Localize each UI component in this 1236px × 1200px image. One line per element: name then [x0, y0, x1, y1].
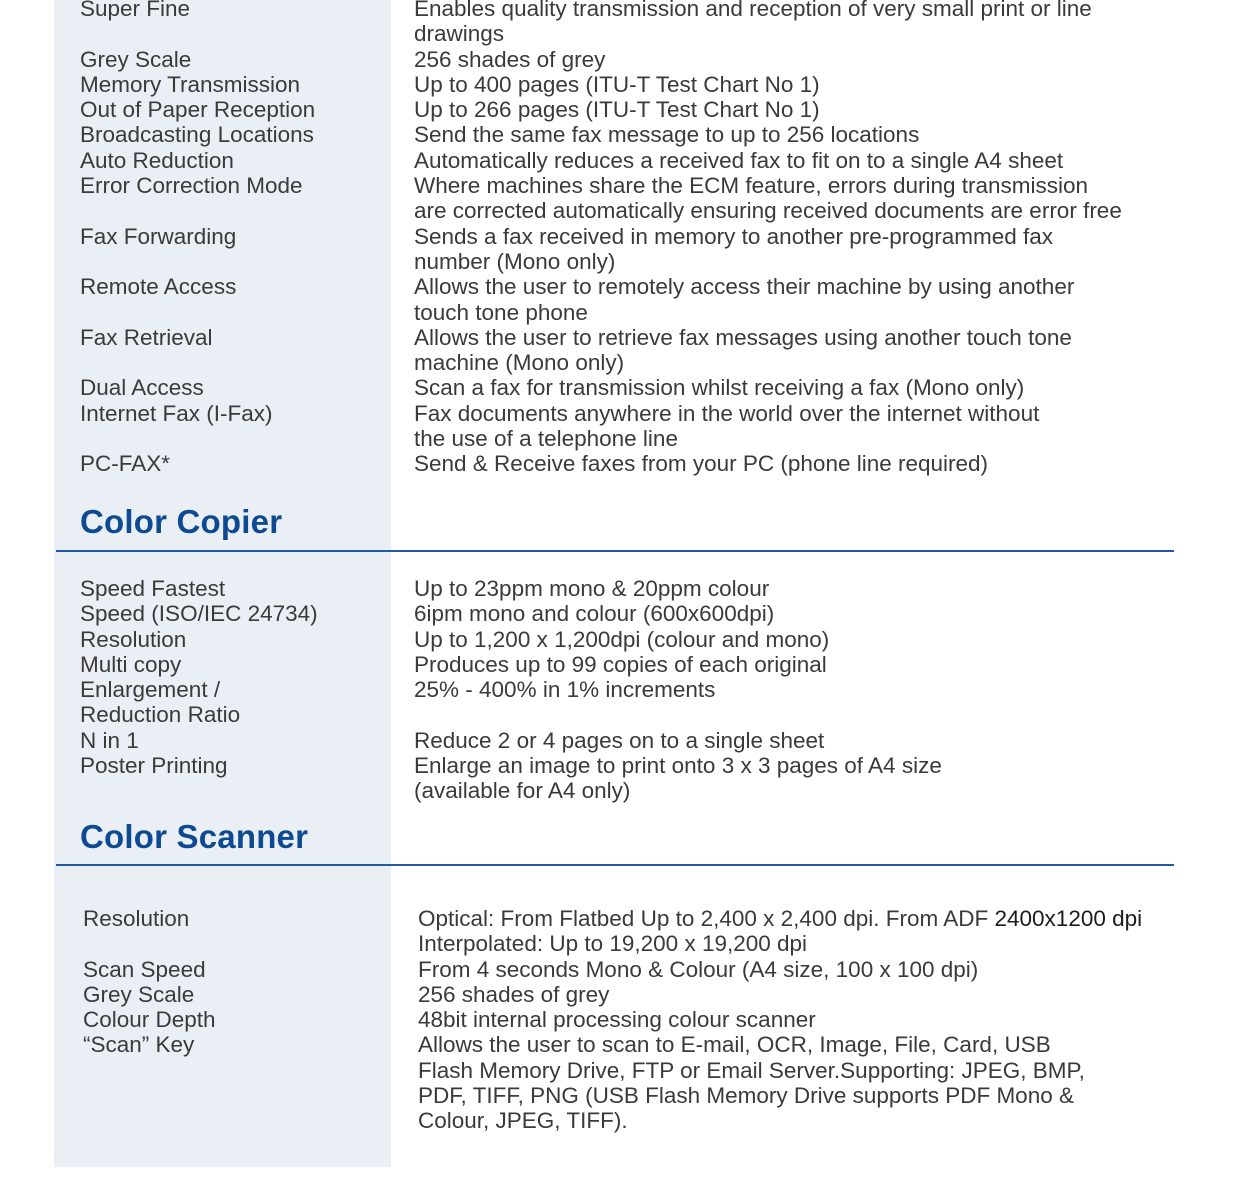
spec-label-line: Speed (ISO/IEC 24734) — [80, 601, 318, 627]
spec-value — [418, 1032, 1236, 1133]
spec-value-line: Enables quality transmission and reception of very small print or line — [414, 0, 1092, 21]
spec-value — [414, 728, 1234, 753]
spec-row-poster-printing — [0, 753, 1236, 804]
spec-value-line: Reduce 2 or 4 pages on to a single sheet — [414, 727, 825, 753]
spec-value-line: PDF, TIFF, PNG (USB Flash Memory Drive supports PDF Mono & — [418, 1083, 1074, 1109]
spec-label-line: Poster Printing — [80, 753, 228, 779]
spec-row-error-correction-mode — [0, 173, 1236, 224]
spec-label-line: Reduction Ratio — [80, 702, 241, 728]
spec-value — [414, 0, 1234, 47]
spec-value — [414, 627, 1234, 652]
spec-row-resolution — [0, 627, 1236, 652]
spec-label — [83, 957, 403, 982]
spec-value — [414, 47, 1234, 72]
spec-value-line: Allows the user to scan to E-mail, OCR, Image, File, Card, USB — [418, 1032, 1051, 1058]
spec-label — [83, 982, 403, 1007]
spec-value-line: 6ipm mono and colour (600x600dpi) — [414, 601, 775, 627]
spec-label-line: Fax Forwarding — [80, 223, 237, 249]
spec-value-line: Send the same fax message to up to 256 locations — [414, 122, 920, 148]
spec-value-line: 256 shades of grey — [418, 981, 610, 1007]
spec-label — [80, 0, 400, 21]
spec-value-line: number (Mono only) — [414, 248, 616, 274]
spec-label — [80, 72, 400, 97]
copier-spec-section — [0, 576, 1236, 804]
spec-label-line: Out of Paper Reception — [80, 97, 316, 123]
spec-value-line: Allows the user to remotely access their machine by using another — [414, 274, 1075, 300]
spec-label — [80, 325, 400, 350]
spec-label — [80, 148, 400, 173]
spec-label-line: Resolution — [83, 906, 190, 931]
spec-label — [80, 627, 400, 652]
resolution-adf-text: 2400x1200 dpi — [994, 906, 1143, 931]
spec-value — [418, 957, 1236, 982]
spec-value — [418, 1007, 1236, 1032]
spec-value — [414, 652, 1234, 677]
spec-row-grey-scale — [0, 47, 1236, 72]
spec-label-line: Dual Access — [80, 375, 204, 401]
spec-value-line: Fax documents anywhere in the world over the internet without — [414, 400, 1040, 426]
spec-value — [414, 224, 1234, 275]
spec-row-internet-fax-i-fax — [0, 401, 1236, 452]
scanner-spec-section — [0, 906, 1236, 1134]
spec-value-line: the use of a telephone line — [414, 426, 678, 452]
spec-value-line: Automatically reduces a received fax to fit on to a single A4 sheet — [414, 147, 1064, 173]
spec-label-line: Enlargement / — [80, 677, 221, 703]
spec-label-line: Grey Scale — [83, 981, 195, 1007]
spec-label — [80, 728, 400, 753]
spec-value — [414, 677, 1234, 702]
spec-value-line: Sends a fax received in memory to another pre-programmed fax — [414, 223, 1054, 249]
spec-value — [414, 576, 1234, 601]
spec-row-fax-retrieval — [0, 325, 1236, 376]
spec-value-line: Enlarge an image to print onto 3 x 3 pages of A4 size — [414, 753, 942, 779]
spec-value — [414, 451, 1234, 476]
color-scanner-heading: Color Scanner — [80, 818, 309, 855]
spec-row-resolution — [0, 906, 1236, 957]
spec-value-line: Up to 266 pages (ITU-T Test Chart No 1) — [414, 97, 820, 123]
spec-row-enlargement-reduction-ratio — [0, 677, 1236, 728]
spec-row-auto-reduction — [0, 148, 1236, 173]
spec-label — [80, 173, 400, 198]
spec-label — [83, 906, 403, 931]
spec-label-line: Auto Reduction — [80, 147, 234, 173]
spec-label-line: Fax Retrieval — [80, 324, 213, 350]
spec-value — [414, 122, 1234, 147]
spec-value — [414, 72, 1234, 97]
spec-label — [83, 1007, 403, 1032]
spec-label — [80, 375, 400, 400]
spec-value — [414, 325, 1234, 376]
copier-divider — [56, 550, 1174, 552]
spec-row-colour-depth — [0, 1007, 1236, 1032]
spec-value — [414, 274, 1234, 325]
spec-value — [414, 173, 1234, 224]
spec-value-line: (available for A4 only) — [414, 778, 631, 804]
spec-value-line: Flash Memory Drive, FTP or Email Server.Supporting: JPEG, BMP, — [418, 1057, 1085, 1083]
spec-label — [80, 601, 400, 626]
spec-value-line: 25% - 400% in 1% increments — [414, 677, 716, 703]
spec-value — [414, 601, 1234, 626]
fax-spec-section — [0, 0, 1236, 477]
spec-row-multi-copy — [0, 652, 1236, 677]
spec-value-line: drawings — [414, 21, 505, 47]
spec-label-line: Resolution — [80, 626, 187, 652]
resolution-optical-text: Optical: From Flatbed Up to 2,400 x 2,400 dpi. From ADF — [418, 906, 995, 931]
spec-value-line: Send & Receive faxes from your PC (phone line required) — [414, 451, 989, 477]
spec-value — [414, 375, 1234, 400]
spec-row-dual-access — [0, 375, 1236, 400]
spec-label-line: “Scan” Key — [83, 1032, 195, 1058]
spec-value-line: Up to 400 pages (ITU-T Test Chart No 1) — [414, 71, 820, 97]
spec-label-line: Remote Access — [80, 274, 237, 300]
spec-label — [80, 401, 400, 426]
spec-label — [80, 451, 400, 476]
spec-value-line: 48bit internal processing colour scanner — [418, 1007, 816, 1033]
spec-label — [80, 677, 400, 728]
spec-label-line: Multi copy — [80, 651, 182, 677]
spec-value-line: Interpolated: Up to 19,200 x 19,200 dpi — [418, 931, 808, 957]
spec-row-n-in-1 — [0, 728, 1236, 753]
spec-value-line: Up to 1,200 x 1,200dpi (colour and mono) — [414, 626, 830, 652]
spec-label — [80, 97, 400, 122]
spec-value-line — [418, 906, 1236, 931]
spec-row-super-fine — [0, 0, 1236, 47]
spec-label-line: N in 1 — [80, 727, 139, 753]
spec-label-line: Memory Transmission — [80, 71, 301, 97]
spec-label-line: Super Fine — [80, 0, 191, 21]
spec-value-line: machine (Mono only) — [414, 350, 625, 376]
spec-row-grey-scale — [0, 982, 1236, 1007]
spec-label — [80, 576, 400, 601]
spec-value-line: Colour, JPEG, TIFF). — [418, 1108, 628, 1134]
spec-row-out-of-paper-reception — [0, 97, 1236, 122]
spec-value-line: Produces up to 99 copies of each original — [414, 651, 827, 677]
spec-label-line: Internet Fax (I-Fax) — [80, 400, 273, 426]
spec-label — [80, 274, 400, 299]
spec-label — [83, 1032, 403, 1057]
spec-label-line: PC-FAX* — [80, 451, 171, 477]
spec-value — [414, 148, 1234, 173]
spec-value-line: Allows the user to retrieve fax messages using another touch tone — [414, 324, 1072, 350]
spec-label-line: Speed Fastest — [80, 576, 226, 601]
spec-label — [80, 753, 400, 778]
spec-value-line: From 4 seconds Mono & Colour (A4 size, 100 x 100 dpi) — [418, 956, 979, 982]
color-copier-heading: Color Copier — [80, 503, 283, 540]
spec-label — [80, 224, 400, 249]
spec-value — [414, 97, 1234, 122]
scanner-divider — [56, 864, 1174, 866]
spec-value-line: 256 shades of grey — [414, 46, 606, 72]
spec-value-line: Scan a fax for transmission whilst receiving a fax (Mono only) — [414, 375, 1025, 401]
spec-value-line: are corrected automatically ensuring received documents are error free — [414, 198, 1122, 224]
spec-row-memory-transmission — [0, 72, 1236, 97]
spec-row-broadcasting-locations — [0, 122, 1236, 147]
spec-label-line: Scan Speed — [83, 956, 206, 982]
spec-row-fax-forwarding — [0, 224, 1236, 275]
spec-row-speed-fastest — [0, 576, 1236, 601]
spec-value-line: Up to 23ppm mono & 20ppm colour — [414, 576, 770, 601]
spec-value — [418, 982, 1236, 1007]
spec-label — [80, 122, 400, 147]
spec-value — [414, 753, 1234, 804]
spec-label-line: Broadcasting Locations — [80, 122, 314, 148]
spec-row-speed-iso-iec-24734 — [0, 601, 1236, 626]
spec-label-line: Colour Depth — [83, 1007, 216, 1033]
spec-row-scan-speed — [0, 957, 1236, 982]
spec-value — [418, 906, 1236, 957]
spec-row-remote-access — [0, 274, 1236, 325]
spec-value — [414, 401, 1234, 452]
spec-label-line: Error Correction Mode — [80, 173, 303, 199]
spec-row-pc-fax — [0, 451, 1236, 476]
spec-label — [80, 652, 400, 677]
spec-value-line: Where machines share the ECM feature, errors during transmission — [414, 173, 1089, 199]
spec-row-scan-key — [0, 1032, 1236, 1133]
spec-value-line: touch tone phone — [414, 299, 588, 325]
spec-label-line: Grey Scale — [80, 46, 192, 72]
spec-label — [80, 47, 400, 72]
